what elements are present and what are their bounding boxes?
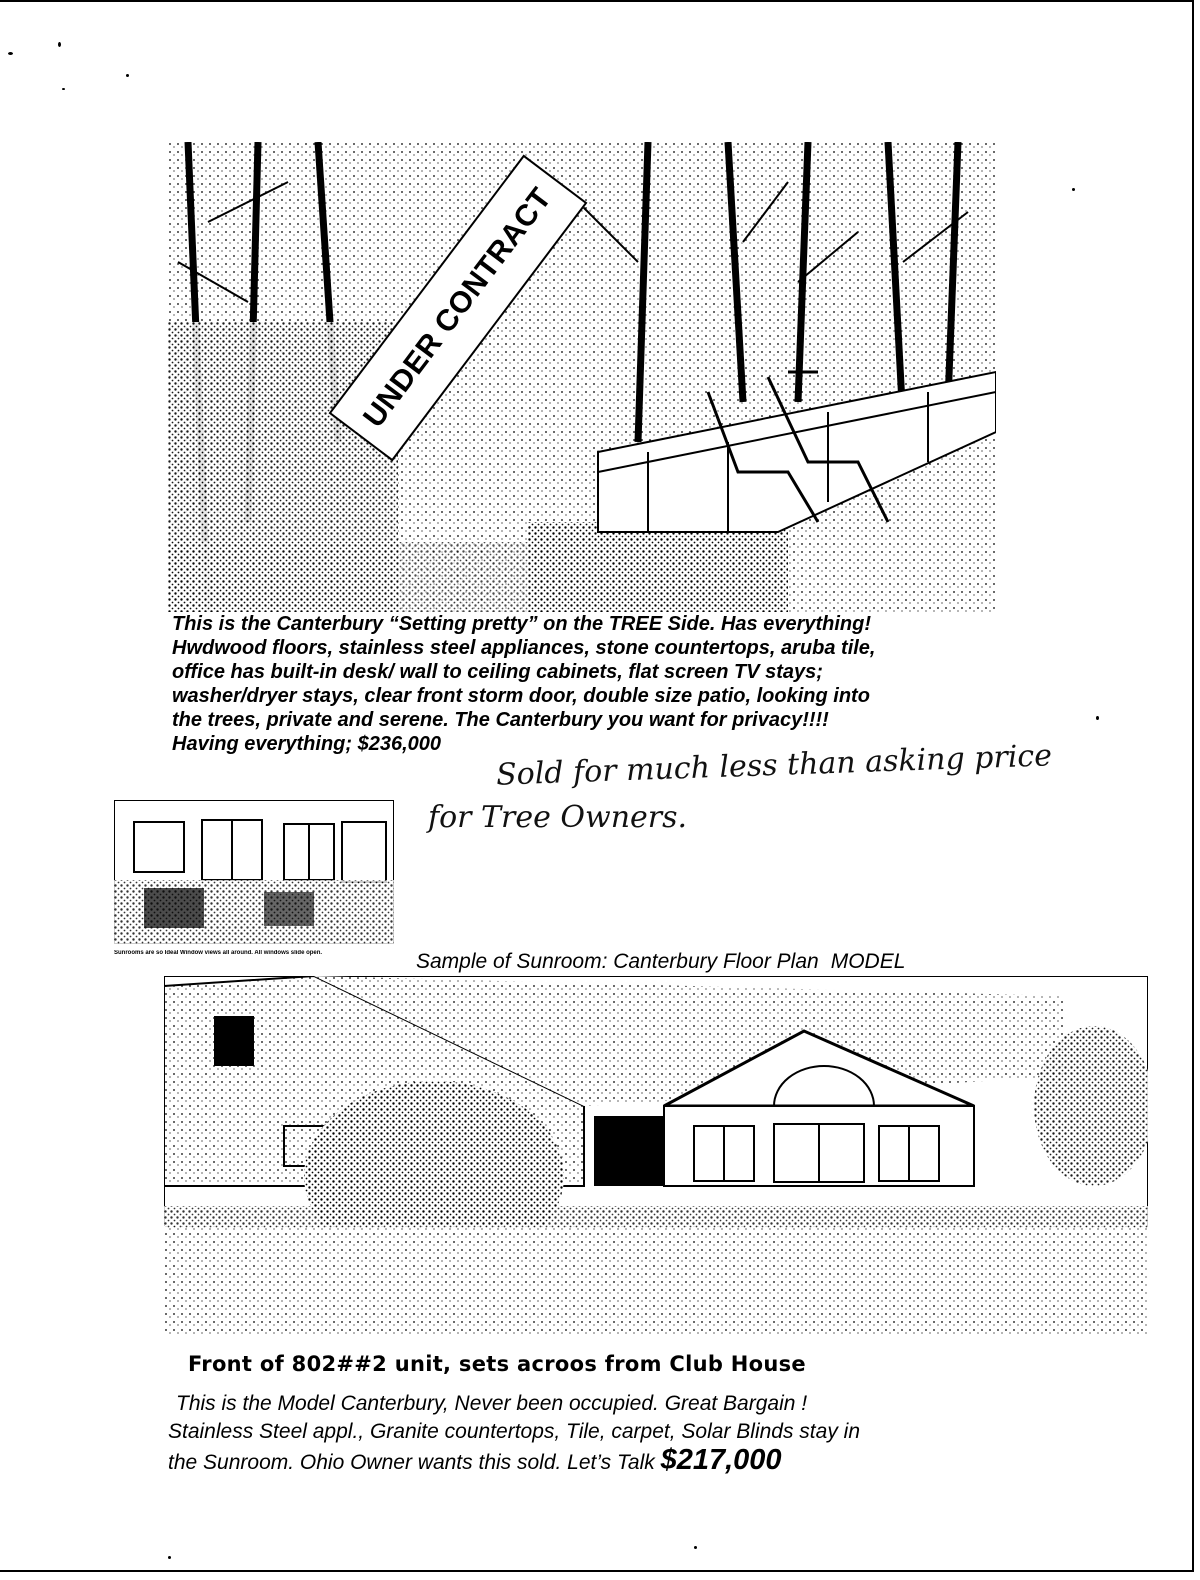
sunroom-caption xyxy=(416,950,905,974)
model-label: MODEL xyxy=(830,950,906,973)
scan-speck xyxy=(58,42,61,47)
scan-speck xyxy=(168,1556,171,1559)
handwritten-note-line-1: Sold for much less than asking price xyxy=(495,738,1053,793)
listing-line: This is the Model Canterbury, Never been occupied. Great Bargain ! xyxy=(176,1392,808,1415)
listing-line: washer/dryer stays, clear front storm door, double size patio, looking into xyxy=(172,685,870,707)
sunroom-caption-text: Sample of Sunroom: Canterbury Floor Plan xyxy=(416,950,819,973)
under-contract-stamp: UNDER CONTRACT xyxy=(329,155,588,462)
listing-line: This is the Canterbury “Setting pretty” on the TREE Side. Has everything! xyxy=(172,613,872,635)
model-unit-front-photo xyxy=(164,976,1148,1336)
scan-speck xyxy=(8,52,13,55)
listing-line-text: the Sunroom. Ohio Owner wants this sold. Let’s Talk xyxy=(168,1451,661,1474)
sunroom-photo xyxy=(114,800,394,944)
scan-speck xyxy=(1072,188,1075,191)
listing-line: the trees, private and serene. The Canterbury you want for privacy!!!! xyxy=(172,709,829,731)
listing-price-line: Having everything; $236,000 xyxy=(172,733,442,755)
tree-side-patio-photo xyxy=(168,142,996,612)
model-unit-heading: Front of 802##2 unit, sets acroos from Club House xyxy=(188,1352,806,1376)
scan-speck xyxy=(62,88,65,90)
scan-speck xyxy=(1096,716,1099,720)
listing-line: office has built-in desk/ wall to ceiling cabinets, flat screen TV stays; xyxy=(172,661,823,683)
sunroom-photo-tiny-caption: Sunrooms are so Ideal Window views all around. All windows slide open. xyxy=(114,950,323,956)
page-border-bottom xyxy=(0,1570,1194,1572)
handwritten-note-line-2: for Tree Owners. xyxy=(428,800,688,835)
tree-side-listing-description xyxy=(172,612,1052,756)
listing-line: Stainless Steel appl., Granite countertops, Tile, carpet, Solar Blinds stay in xyxy=(168,1420,860,1443)
scan-speck xyxy=(694,1546,697,1549)
page-border-top xyxy=(0,0,1192,2)
page-border-right xyxy=(1192,0,1194,1572)
listing-line xyxy=(168,1446,1068,1477)
model-price: $217,000 xyxy=(660,1444,782,1476)
listing-line: Hwdwood floors, stainless steel appliances, stone countertops, aruba tile, xyxy=(172,637,876,659)
model-listing-description xyxy=(168,1390,1068,1477)
scan-speck xyxy=(126,74,129,77)
